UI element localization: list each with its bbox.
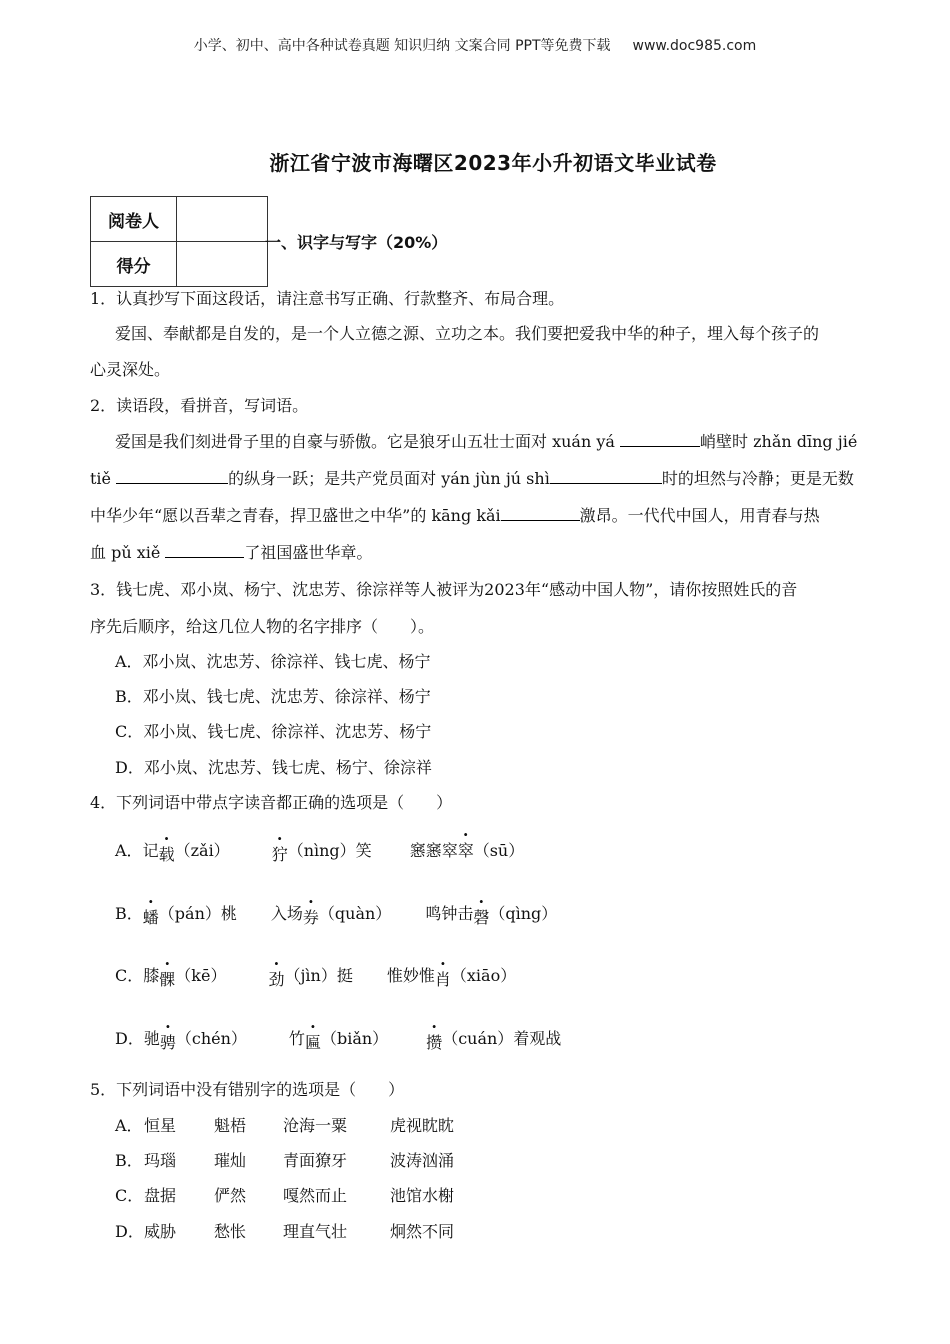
page-title: 浙江省宁波市海曙区2023年小升初语文毕业试卷 [269,151,717,175]
option-label: C． [115,966,144,985]
pinyin: （chén） [175,1029,247,1048]
word: 膝 [143,966,160,985]
passage-text: 血 pǔ xiě [90,543,166,562]
word: 理直气壮 [283,1222,348,1241]
passage-text: 中华少年“愿以吾辈之青春，捍卫盛世之中华”的 kāng kǎi [90,506,501,525]
pinyin: （biǎn） [320,1029,389,1048]
dotted-char: 匾 [304,1033,321,1052]
passage-text: tiě [90,469,117,488]
answer-blank[interactable] [620,432,700,447]
header-site-link[interactable]: www.doc985.com [632,38,757,54]
reviewer-label: 阅卷人 [91,197,177,242]
pinyin: （pán）桃 [158,904,237,923]
answer-blank[interactable] [165,543,244,558]
option-label: C． [115,1186,144,1205]
passage-text: 爱国是我们刻进骨子里的自豪与骄傲。它是狼牙山五壮士面对 xuán yá [115,432,621,451]
pinyin: （xiāo） [450,966,517,985]
dotted-char: 蟠 [142,908,159,927]
header-slogan: 小学、初中、高中各种试卷真题 知识归纳 文案合同 PPT等免费下载 [193,38,611,54]
option-label: A． [115,1116,143,1135]
score-field[interactable] [177,242,268,287]
option-b[interactable] [115,901,558,927]
pinyin: （kē） [175,966,227,985]
question-3-stem: 序先后顺序，给这几位人物的名字排序（ ）。 [90,617,435,636]
pinyin: （qìng） [489,904,558,923]
question-1-stem: 1．认真抄写下面这段话，请注意书写正确、行款整齐、布局合理。 [90,289,565,308]
option-d[interactable] [115,1026,562,1052]
answer-blank[interactable] [116,469,228,484]
option-d[interactable]: D．邓小岚、沈忠芳、钱七虎、杨宁、徐淙祥 [115,758,432,777]
score-label: 得分 [91,242,177,287]
word: 池馆水榭 [390,1186,455,1205]
passage-text: 了祖国盛世华章。 [244,543,373,562]
dotted-char: 攒 [426,1033,443,1052]
word: 俨然 [214,1186,247,1205]
word: 璀灿 [214,1151,247,1170]
word: 窸窸窣 [409,841,458,860]
word: 魁梧 [214,1116,247,1135]
reviewer-field[interactable] [177,197,268,242]
answer-blank[interactable] [501,506,580,521]
passage-text: 激昂。一代代中国人，用青春与热 [579,506,820,525]
question-2-line [90,466,854,489]
score-table [90,196,268,287]
option-a[interactable]: A．邓小岚、沈忠芳、徐淙祥、钱七虎、杨宁 [115,652,431,671]
pinyin: （zǎi） [174,841,230,860]
pinyin: （nìng）笑 [287,841,372,860]
question-2-line [90,503,820,526]
dotted-char: 劲 [268,970,285,989]
dotted-char: 窣 [457,841,474,860]
word: 记 [142,841,159,860]
word: 盘据 [144,1186,177,1205]
option-b[interactable]: B．邓小岚、钱七虎、沈忠芳、徐淙祥、杨宁 [115,687,431,706]
word: 恒星 [144,1116,177,1135]
dotted-char: 肖 [434,970,451,989]
dotted-char: 髁 [159,970,176,989]
word: 惟妙惟 [386,966,435,985]
question-2-line [90,540,372,563]
pinyin: （cuán）着观战 [442,1029,562,1048]
question-2-line [115,429,857,452]
word: 驰 [143,1029,160,1048]
word: 虎视眈眈 [390,1116,455,1135]
word: 炯然不同 [390,1222,455,1241]
option-a[interactable] [115,838,525,864]
dotted-char: 磬 [473,908,490,927]
word: 愁怅 [214,1222,247,1241]
question-2-stem: 2．读语段，看拼音，写词语。 [90,396,309,415]
option-label: D． [115,1029,144,1048]
dotted-char: 狞 [271,845,288,864]
option-label: A． [115,841,143,860]
pinyin: （sū） [473,841,525,860]
pinyin: （jìn）挺 [284,966,353,985]
page-header [0,35,950,55]
option-label: B． [115,904,143,923]
dotted-char: 券 [302,908,319,927]
word: 竹 [288,1029,305,1048]
question-4-stem: 4．下列词语中带点字读音都正确的选项是（ ） [90,793,453,812]
question-1-text-line: 心灵深处。 [90,360,171,379]
dotted-char: 骋 [159,1033,176,1052]
question-1-text-line: 爱国、奉献都是自发的，是一个人立德之源、立功之本。我们要把爱我中华的种子，埋入每个孩子的 [115,324,820,343]
question-3-stem: 3．钱七虎、邓小岚、杨宁、沈忠芳、徐淙祥等人被评为2023年“感动中国人物”，请你按照姓氏的音 [90,580,798,599]
word: 青面獠牙 [283,1151,348,1170]
dotted-char: 载 [158,845,175,864]
pinyin: （quàn） [318,904,392,923]
option-label: B． [115,1151,143,1170]
word: 波涛汹涌 [390,1151,455,1170]
option-label: D． [115,1222,144,1241]
answer-blank[interactable] [550,469,662,484]
word: 鸣钟击 [425,904,474,923]
option-c[interactable]: C．邓小岚、钱七虎、徐淙祥、沈忠芳、杨宁 [115,722,432,741]
word: 入场 [270,904,303,923]
option-c[interactable] [115,963,517,989]
passage-text: 峭壁时 zhǎn dīng jié [700,432,858,451]
word: 嘎然而止 [283,1186,348,1205]
section-heading: 一、识字与写字（20%） [265,233,448,252]
passage-text: 的纵身一跃；是共产党员面对 yán jùn jú shì [228,469,550,488]
word: 威胁 [144,1222,177,1241]
word: 沧海一粟 [283,1116,348,1135]
passage-text: 时的坦然与冷静；更是无数 [661,469,854,488]
question-5-stem: 5．下列词语中没有错别字的选项是（ ） [90,1080,405,1099]
word: 玛瑙 [144,1151,177,1170]
